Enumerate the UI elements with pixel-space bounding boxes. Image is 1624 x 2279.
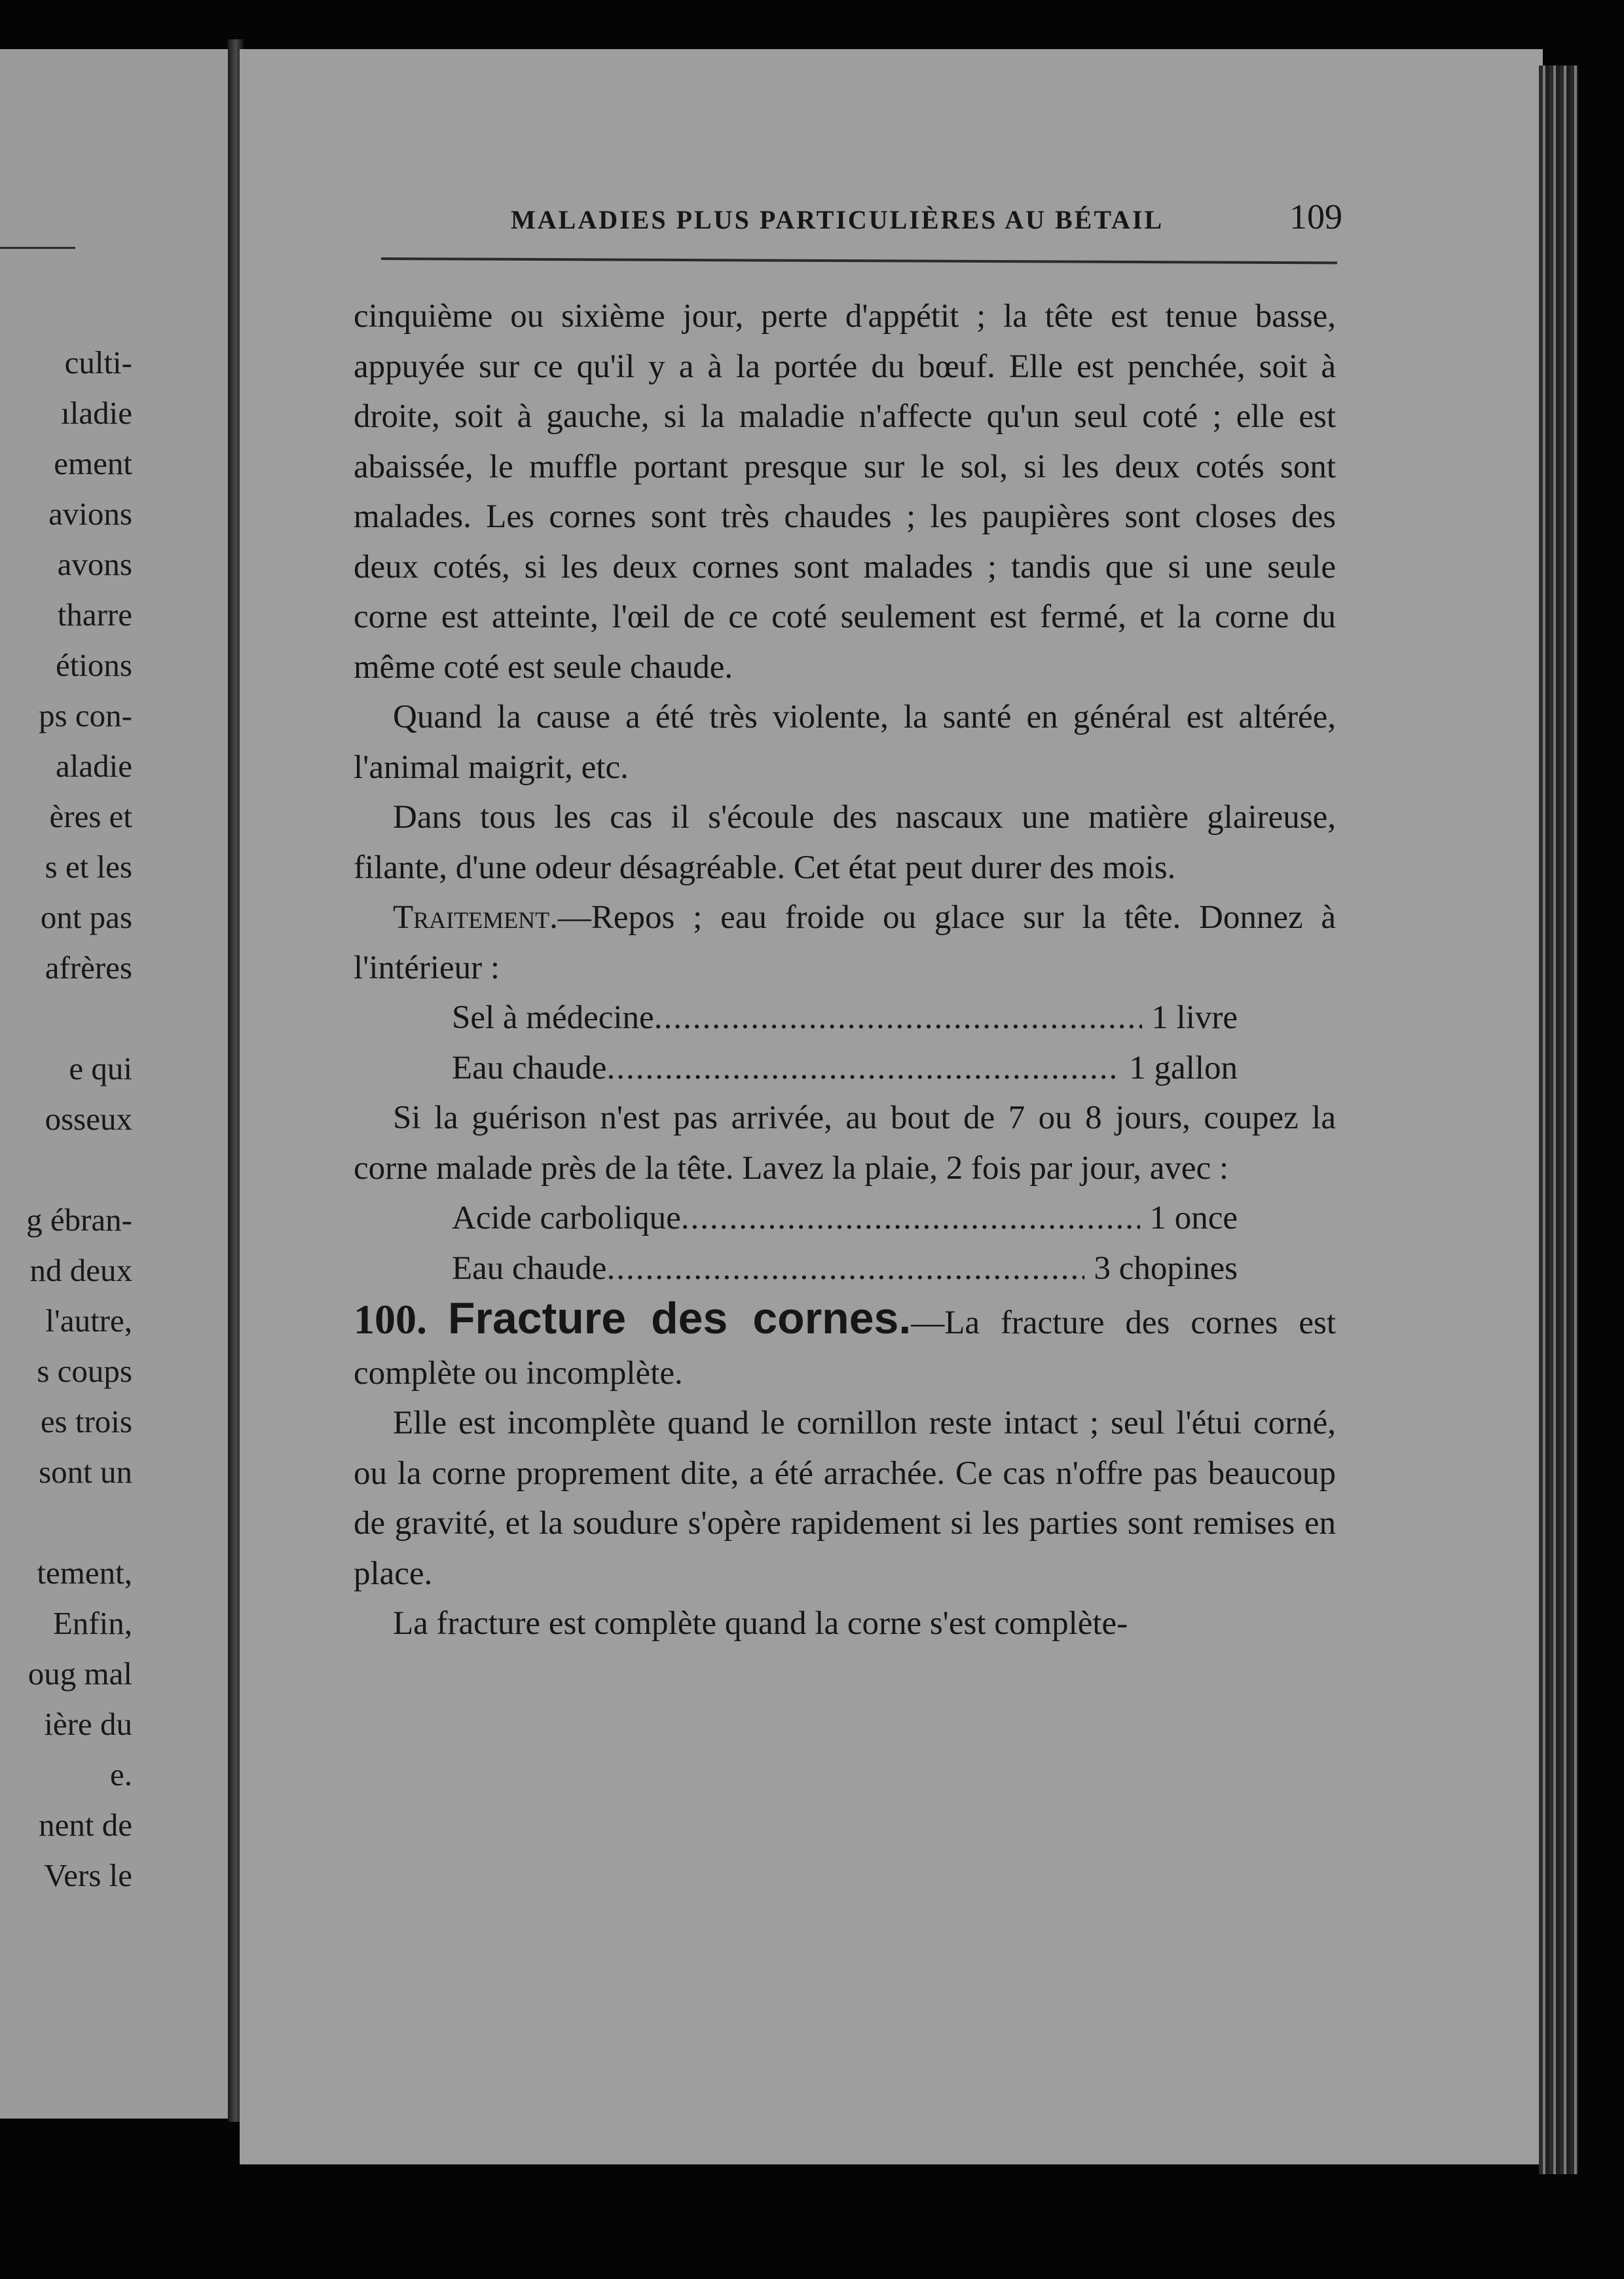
leader-dots — [654, 993, 1143, 1043]
section-lead: —La fracture des cornes est complète ou incomplète. — [354, 1305, 1336, 1392]
left-fragment-line: aladie — [56, 748, 132, 784]
left-page — [0, 49, 237, 2119]
recipe-internal — [452, 993, 1238, 1093]
paragraph-discharge: Dans tous les cas il s'écoule des nascaux une matière glaireuse, filante, d'une odeur désagréable. Cet état peut durer des mois. — [354, 799, 1336, 886]
left-fragment-line: ière du — [44, 1706, 132, 1742]
recipe-row — [452, 1244, 1238, 1294]
leader-dots — [606, 1244, 1084, 1294]
left-fragment-line: culti- — [64, 344, 132, 380]
left-header-rule — [0, 247, 75, 249]
left-fragment-line: e qui — [69, 1050, 132, 1086]
page-body — [354, 291, 1336, 1649]
left-fragment-line: étions — [55, 647, 132, 683]
left-fragment-line — [26, 1497, 132, 1547]
page-number: 109 — [1289, 197, 1342, 236]
left-fragment-line: l'autre, — [45, 1303, 132, 1339]
left-fragment-line: ıladie — [61, 395, 132, 431]
paragraph-symptoms: cinquième ou sixième jour, perte d'appétit ; la tête est tenue basse, appuyée sur ce qu'il y a à la portée du bœuf. Elle est penchée, soit à droite, soit à gauche, si la maladie n'affecte qu'un seul coté ; elle est abaissée, le muffle portant presque sur le sol, si les deux cotés sont malades. Les cornes sont très chaudes ; les paupières sont closes des deux cotés, si les deux cornes sont malades ; tandis que si une seule corne est atteinte, l'œil de ce coté seulement est fermé, et la corne du même coté est seule chaude. — [354, 298, 1336, 686]
recipe-wash — [452, 1193, 1238, 1293]
paragraph-amputation: Si la guérison n'est pas arrivée, au bout de 7 ou 8 jours, coupez la corne malade près de la tête. Lavez la plaie, 2 fois par jour, avec : — [354, 1100, 1336, 1187]
section-title: Fracture des cornes. — [447, 1293, 912, 1343]
page-edges — [1539, 65, 1578, 2174]
left-fragment-line: ement — [54, 445, 132, 481]
left-fragment-line: e. — [110, 1756, 132, 1792]
ingredient-name: Acide carbolique — [452, 1200, 681, 1236]
left-fragment-line: tement, — [37, 1555, 132, 1591]
paragraph-treatment — [354, 893, 1336, 993]
section-number: 100. — [354, 1296, 427, 1343]
paragraph-complete-fracture: La fracture est complète quand la corne s'est complète- — [393, 1605, 1128, 1642]
leader-dots — [681, 1193, 1141, 1244]
left-fragment-line: ont pas — [40, 899, 132, 935]
left-fragment-line: osseux — [45, 1101, 132, 1137]
leader-dots — [606, 1043, 1120, 1094]
paragraph-incomplete-fracture: Elle est incomplète quand le cornillon reste intact ; seul l'étui corné, ou la corne proprement dite, a été arrachée. Ce cas n'offre pas beaucoup de gravité, et la soudure s'opère rapidement si les parties sont remises en place. — [354, 1405, 1336, 1592]
left-fragment-line: sont un — [39, 1454, 132, 1490]
left-fragment-line: s et les — [45, 849, 132, 885]
left-fragment-line: s coups — [37, 1353, 132, 1389]
paragraph-general-health: Quand la cause a été très violente, la santé en général est altérée, l'animal maigrit, etc. — [354, 699, 1336, 786]
left-fragment-line: ères et — [49, 798, 132, 834]
left-fragment-line: tharre — [57, 597, 132, 633]
ingredient-quantity: 1 livre — [1151, 999, 1238, 1036]
left-fragment-line: g ébran- — [26, 1202, 132, 1238]
left-fragment-line: avions — [48, 496, 132, 532]
left-fragment-line — [26, 993, 132, 1043]
recipe-row — [452, 993, 1238, 1043]
left-fragment-line: es trois — [40, 1403, 132, 1439]
left-fragment-line: nd deux — [29, 1252, 132, 1288]
recipe-row — [452, 1043, 1238, 1094]
ingredient-name: Eau chaude — [452, 1049, 607, 1086]
ingredient-quantity: 1 gallon — [1129, 1049, 1238, 1086]
left-fragment-line: Vers le — [44, 1857, 132, 1893]
left-fragment-line: Enfin, — [52, 1605, 132, 1641]
ingredient-quantity: 1 once — [1149, 1200, 1238, 1236]
left-fragment-line: avons — [57, 546, 132, 582]
left-page-text-fragments — [26, 337, 132, 1900]
ingredient-name: Eau chaude — [452, 1250, 607, 1287]
left-fragment-line: afrères — [45, 950, 132, 986]
running-title: MALADIES PLUS PARTICULIÈRES AU BÉTAIL — [511, 205, 1164, 234]
treatment-label: Traitement. — [393, 899, 558, 936]
ingredient-name: Sel à médecine — [452, 999, 654, 1036]
left-fragment-line: oug mal — [28, 1656, 132, 1692]
left-fragment-line: nent de — [39, 1807, 132, 1843]
running-head — [511, 196, 1342, 237]
section-heading-paragraph — [354, 1293, 1336, 1398]
treatment-text: —Repos ; eau froide ou glace sur la tête. Donnez à l'intérieur : — [354, 899, 1336, 986]
ingredient-quantity: 3 chopines — [1094, 1250, 1238, 1287]
recipe-row — [452, 1193, 1238, 1244]
left-fragment-line — [26, 1144, 132, 1195]
left-fragment-line: ps con- — [39, 697, 132, 733]
